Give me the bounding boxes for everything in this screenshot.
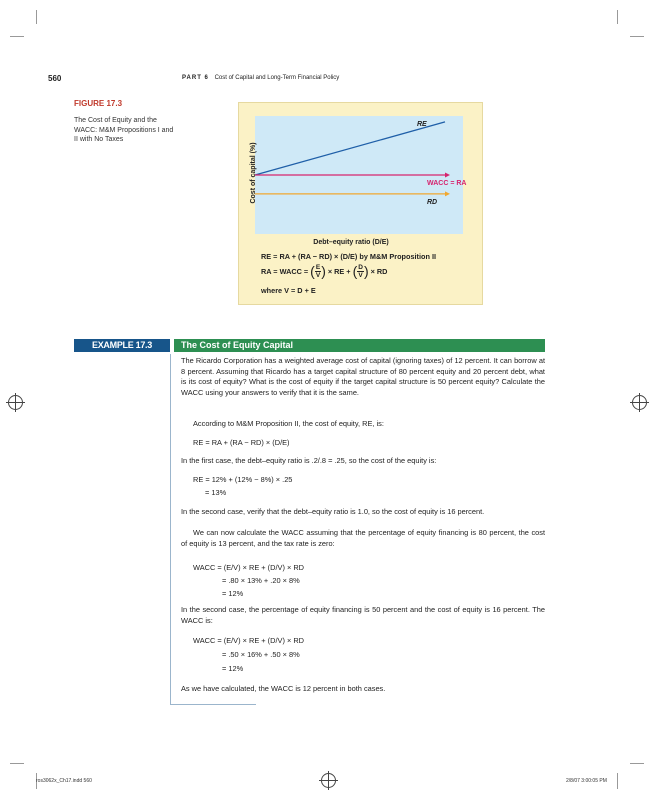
part-label: PART 6 <box>182 75 209 81</box>
example-label: EXAMPLE 17.3 <box>74 339 170 352</box>
figure-box <box>238 102 483 305</box>
registration-mark-icon <box>8 395 23 410</box>
frac-v-denominator: V <box>315 271 321 279</box>
formula-wacc <box>261 263 387 279</box>
equation-re-result: = 13% <box>205 488 227 497</box>
x-axis-label: Debt–equity ratio (D/E) <box>313 239 389 246</box>
fraction-d-v: ( $\frac{D}{V}$ ) <box>352 263 369 279</box>
registration-mark-icon <box>321 773 336 788</box>
frac-d-numerator: D <box>358 263 363 271</box>
equation-wacc-step: = .80 × 13% + .20 × 8% <box>222 576 300 585</box>
equation-wacc-case2: WACC = (E/V) × RE + (D/V) × RD <box>193 636 305 645</box>
page-number: 560 <box>48 74 62 83</box>
example-paragraph: According to M&M Proposition II, the cost of equity, RE, is: <box>193 419 384 428</box>
crop-mark <box>630 36 644 37</box>
formula-v: where V = D + E <box>261 286 316 295</box>
example-paragraph: In the second case, the percentage of equity financing is 50 percent and the cost of equity is 16 percent. The WACC is: <box>181 605 545 625</box>
footer-date: 2/8/07 3:00:05 PM <box>566 778 607 784</box>
equation-wacc-step: = .50 × 16% + .50 × 8% <box>222 650 300 659</box>
example-paragraph: In the second case, verify that the debt–equity ratio is 1.0, so the cost of equity is 16 percent. <box>181 507 485 516</box>
fraction-e-v: ( $\frac{E}{V}$ ) <box>310 263 326 279</box>
crop-mark <box>10 763 24 764</box>
example-paragraph: As we have calculated, the WACC is 12 percent in both cases. <box>181 684 386 693</box>
footer-file: ros3062x_Ch17.indd 560 <box>36 778 92 784</box>
crop-mark <box>617 10 618 24</box>
frac-e-numerator: E <box>315 263 321 271</box>
crop-mark <box>10 36 24 37</box>
registration-mark-icon <box>632 395 647 410</box>
example-paragraph: In the first case, the debt–equity ratio is .2/.8 = .25, so the cost of the equity is: <box>181 456 437 465</box>
equation-wacc-result: = 12% <box>222 664 244 673</box>
figure-caption: The Cost of Equity and the WACC: M&M Propositions I and II with No Taxes <box>74 117 174 143</box>
formula-wacc-right: × RD <box>370 266 388 276</box>
crop-mark <box>630 763 644 764</box>
crop-mark <box>617 773 618 789</box>
example-title: The Cost of Equity Capital <box>174 339 545 352</box>
equation-wacc-result: = 12% <box>222 589 244 598</box>
y-axis-label: Cost of capital (%) <box>250 142 257 204</box>
part-title: Cost of Capital and Long-Term Financial Policy <box>214 75 340 81</box>
equation-re-case1: RE = 12% + (12% − 8%) × .25 <box>193 475 293 484</box>
formula-wacc-left: RA = WACC = <box>261 266 309 276</box>
running-header <box>182 75 339 81</box>
crop-mark <box>36 10 37 24</box>
example-rule <box>170 704 256 705</box>
figure-label: FIGURE 17.3 <box>74 99 123 108</box>
wacc-label: WACC = RA <box>427 180 467 187</box>
equation-wacc-case1: WACC = (E/V) × RE + (D/V) × RD <box>193 563 305 572</box>
re-label: RE <box>417 121 427 128</box>
example-paragraph: The Ricardo Corporation has a weighted average cost of capital (ignoring taxes) of 12 percent. It can borrow at 8 percent. Assuming that Ricardo has a target capital structure of 80 percent equity and 20 percent debt, what is its cost of equity? What is the cost of equity if the target capital structure is 50 percent equity? Calculate the WACC using your answers to verify that it is the same. <box>181 356 545 397</box>
formula-mm-ii: RE = RA + (RA − RD) × (D/E) by M&M Proposition II <box>261 252 437 261</box>
equation-re: RE = RA + (RA − RD) × (D/E) <box>193 438 290 447</box>
frac-v-denominator: V <box>358 271 363 279</box>
rd-label: RD <box>427 199 438 206</box>
example-rule <box>170 354 171 705</box>
example-paragraph: We can now calculate the WACC assuming that the percentage of equity financing is 80 percent, the cost of equity is 13 percent, and the tax rate is zero: <box>181 528 545 548</box>
formula-wacc-mid: × RE + <box>327 266 351 276</box>
